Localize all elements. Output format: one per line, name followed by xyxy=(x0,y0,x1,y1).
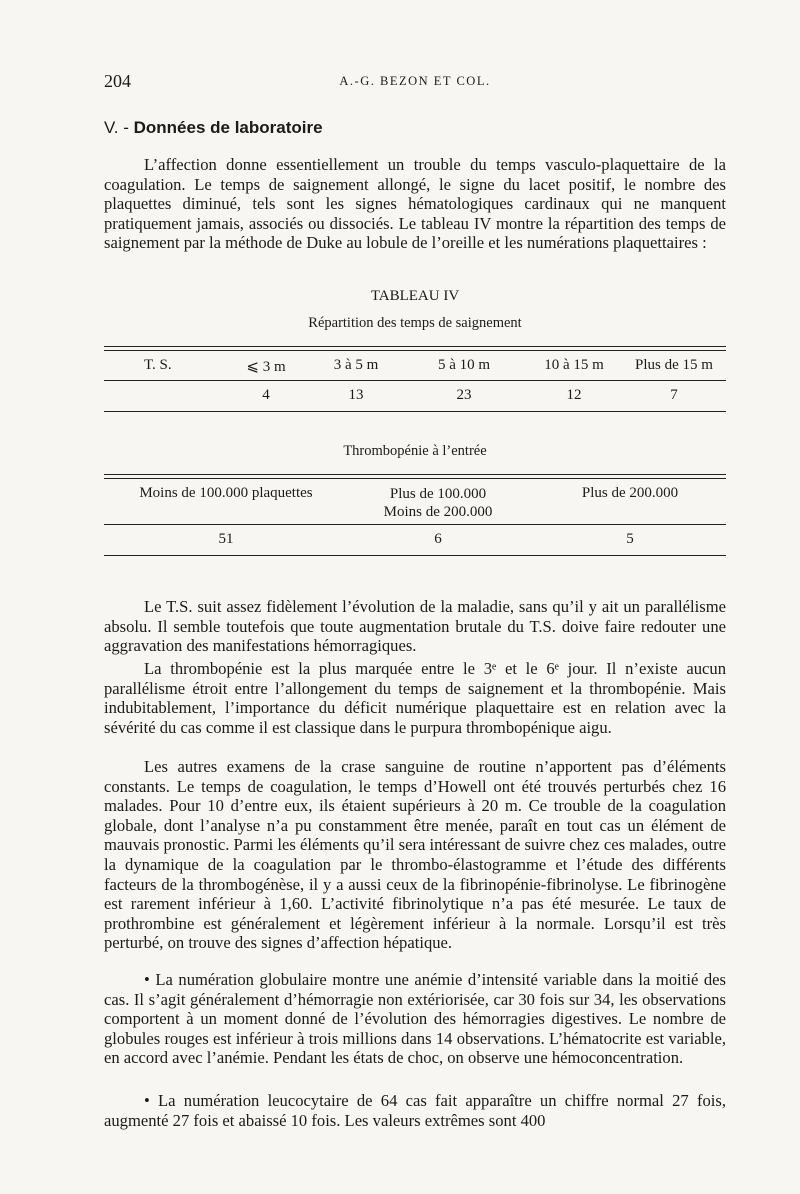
intro-paragraph: L’affection donne essentiellement un trouble du temps vasculo-plaquettaire de la coagulation. Le temps de saignement allongé, le signe du lacet positif, le nombre des plaquettes diminué, tels sont les signes hématologiques cardinaux qui ne manquent pratiquement jamais, associés ou dissociés. Le tableau IV montre la répartition des temps de saignement par la méthode de Duke au lobule de l’oreille et les numérations plaquettaires : xyxy=(104,155,726,253)
table2-value-cell: 5 xyxy=(626,531,634,547)
table2-header-cell: Moins de 100.000 plaquettes xyxy=(139,485,313,501)
table1-header-cell: 3 à 5 m xyxy=(333,357,379,373)
table1-row-label: T. S. xyxy=(144,357,172,373)
body-paragraph: La thrombopénie est la plus marquée entre le 3ᵉ et le 6ᵉ jour. Il n’existe aucun parallélisme étroit entre l’allongement du temps de saignement et la thrombopénie. Mais indubitablement, l’importance du déficit numérique plaquettaire est en relation avec la sévérité du cas comme il est classique dans le purpura thrombopénique aigu. xyxy=(104,659,726,737)
table1-mid-rule xyxy=(104,380,726,381)
table1-header-cell: Plus de 15 m xyxy=(635,357,713,373)
table1-header-cell: ⩽ 3 m xyxy=(246,359,286,375)
table2-header-cell-middle xyxy=(348,485,528,521)
page-number: 204 xyxy=(104,71,131,91)
body-paragraph: Les autres examens de la crase sanguine de routine n’apportent pas d’éléments constants. Le temps de coagulation, le temps d’Howell ont été trouvés perturbés chez 16 malades. Pour 10 d’entre eux, ils étaient supérieurs à 20 m. Ce trouble de la coagulation globale, dont l’analyse n’a pu constamment être menée, paraît en tout cas un élément de mauvais pronostic. Parmi les éléments qu’il sera intéressant de suivre chez ces malades, outre la dynamique de la coagulation par le thrombo-élastogramme et l’étude des différents facteurs de la thrombogénèse, il y a aussi ceux de la fibrinopénie-fibrinolyse. Le fibrinogène est rarement inférieur à 1,60. L’activité fibrinolytique n’a pas été mesurée. Le taux de prothrombine est généralement et légèrement inférieur à la normale. Lorsqu’il est très perturbé, on trouve des signes d’affection hépatique. xyxy=(104,757,726,953)
table1-title: TABLEAU IV xyxy=(370,288,460,304)
table1-subtitle: Répartition des temps de saignement xyxy=(308,315,522,331)
table2-value-cell: 51 xyxy=(218,531,234,547)
table1-value-cell: 13 xyxy=(348,387,364,403)
table1-bottom-rule xyxy=(104,411,726,412)
page-header xyxy=(104,71,726,93)
table2-bottom-rule xyxy=(104,555,726,556)
table1-value-cell: 12 xyxy=(566,387,582,403)
table1-header-cell: 10 à 15 m xyxy=(544,357,604,373)
table1-top-rule xyxy=(104,346,726,351)
body-paragraph: • La numération leucocytaire de 64 cas fait apparaître un chiffre normal 27 fois, augmenté 27 fois et abaissé 10 fois. Les valeurs extrêmes sont 400 xyxy=(104,1091,726,1130)
table2-header-cell: Plus de 200.000 xyxy=(581,485,679,501)
table2-header-line: Plus de 100.000 xyxy=(389,486,487,502)
table2-header-line: Moins de 200.000 xyxy=(383,504,493,520)
table2-title: Thrombopénie à l’entrée xyxy=(343,443,487,459)
table2-top-rule xyxy=(104,474,726,479)
table2-value-cell: 6 xyxy=(434,531,442,547)
section-title: Données de laboratoire xyxy=(133,118,323,137)
table1-value-cell: 7 xyxy=(670,387,678,403)
running-head: A.-G. BEZON ET COL. xyxy=(339,74,491,88)
body-paragraph: Le T.S. suit assez fidèlement l’évolution de la maladie, sans qu’il y ait un parallélisme absolu. Il semble toutefois que toute augmentation brutale du T.S. doive faire redouter une aggravation des manifestations hémorragiques. xyxy=(104,597,726,656)
table1-header-cell: 5 à 10 m xyxy=(437,357,491,373)
section-heading xyxy=(104,118,323,138)
body-paragraph: • La numération globulaire montre une anémie d’intensité variable dans la moitié des cas. Il s’agit généralement d’hémorragie non extériorisée, car 30 fois sur 34, les observations comportent à un moment donné de l’évolution des hémorragies digestives. Le nombre de globules rouges est inférieur à trois millions dans 14 observations. L’hématocrite est variable, en accord avec l’anémie. Pendant les états de choc, on observe une hémoconcentration. xyxy=(104,970,726,1068)
table1-value-cell: 23 xyxy=(456,387,472,403)
table1-value-cell: 4 xyxy=(262,387,270,403)
section-number: V. - xyxy=(104,118,129,137)
table2-mid-rule xyxy=(104,524,726,525)
